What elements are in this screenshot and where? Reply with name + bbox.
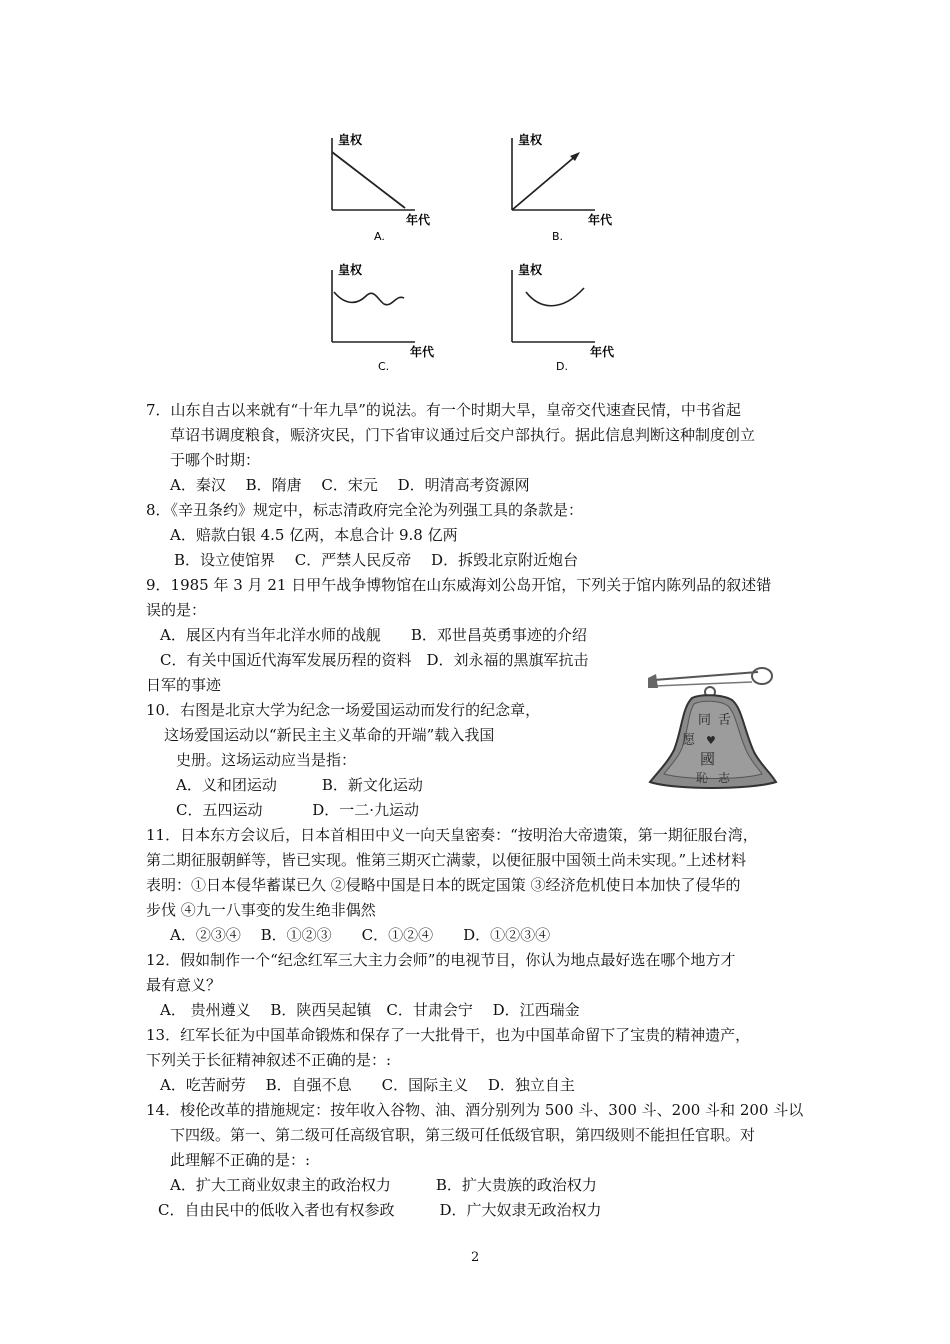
q11-options: A．②③④ B．①②③ C．①②④ D．①②③④ — [170, 926, 551, 944]
graph-a-option: A. — [374, 230, 385, 243]
q7-stem-line3: 于哪个时期： — [170, 451, 261, 469]
q13-options: A．吃苦耐劳 B．自强不息 C．国际主义 D．独立自主 — [160, 1076, 575, 1094]
graph-b-x-label: 年代 — [588, 213, 613, 227]
graph-a-y-label: 皇权 — [338, 133, 363, 147]
graph-a-x-label: 年代 — [406, 213, 431, 227]
q12-stem-line1: 12．假如制作一个“纪念红军三大主力会师”的电视节目，你认为地点最好选在哪个地方才 — [146, 951, 736, 969]
q14-options-ab: A．扩大工商业奴隶主的政治权力 B．扩大贵族的政治权力 — [170, 1176, 597, 1194]
q8-stem: 8．《辛丑条约》规定中，标志清政府完全沦为列强工具的条款是： — [146, 501, 584, 519]
q10-stem-line2: 这场爱国运动以“新民主主义革命的开端”载入我国 — [164, 726, 495, 744]
graph-b-y-label: 皇权 — [518, 133, 543, 147]
badge-char-2: 舌 — [718, 713, 732, 728]
graph-d-x-label: 年代 — [590, 345, 615, 359]
graph-c-option: C. — [378, 360, 390, 373]
q9-option-d-cont: 日军的事迹 — [146, 676, 222, 694]
graph-d — [500, 260, 630, 375]
graph-d-option: D. — [556, 360, 568, 373]
q11-stem-line3: 表明：①日本侵华蓄谋已久 ②侵略中国是日本的既定国策 ③经济危机使日本加快了侵华的 — [146, 876, 741, 894]
q13-stem-line2: 下列关于长征精神叙述不正确的是：: — [146, 1051, 392, 1069]
badge-char-4: 國 — [700, 750, 716, 768]
badge-char-3: 愿 — [682, 733, 696, 748]
q13-stem-line1: 13．红军长征为中国革命锻炼和保存了一大批骨干，也为中国革命留下了宝贵的精神遗产， — [146, 1026, 751, 1044]
q9-stem-line1: 9．1985 年 3 月 21 日甲午战争博物馆在山东威海刘公岛开馆，下列关于馆内陈列品的叙述错 — [146, 576, 772, 594]
q10-options-cd: C．五四运动 D．一二·九运动 — [176, 801, 420, 819]
heart-icon: ♥ — [706, 734, 716, 747]
commemorative-badge — [640, 660, 790, 800]
q9-options-ab: A．展区内有当年北洋水师的战舰 B．邓世昌英勇事迹的介绍 — [160, 626, 587, 644]
q10-stem-line1: 10．右图是北京大学为纪念一场爱国运动而发行的纪念章， — [146, 701, 541, 719]
q10-stem-line3: 史册。这场运动应当是指： — [176, 751, 357, 769]
page-number: 2 — [471, 1250, 480, 1265]
q8-options-bcd: B．设立使馆界 C．严禁人民反帝 D．拆毁北京附近炮台 — [174, 551, 579, 569]
q11-stem-line1: 11．日本东方会议后，日本首相田中义一向天皇密奏：“按明治大帝遗策，第一期征服台湾， — [146, 826, 758, 844]
graph-c — [320, 260, 450, 375]
q14-stem-line1: 14．梭伦改革的措施规定：按年收入谷物、油、酒分别列为 500 斗、300 斗、200 斗和 200 斗以 — [146, 1101, 804, 1119]
graph-b — [500, 128, 630, 243]
graph-c-y-label: 皇权 — [338, 263, 363, 277]
q14-stem-line3: 此理解不正确的是：: — [170, 1151, 311, 1169]
graph-b-option: B. — [552, 230, 564, 243]
q7-options: A．秦汉 B．隋唐 C．宋元 D．明清高考资源网 — [170, 476, 530, 494]
graph-d-y-label: 皇权 — [518, 263, 543, 277]
graph-a — [320, 128, 450, 243]
q14-options-cd: C．自由民中的低收入者也有权参政 D．广大奴隶无政治权力 — [158, 1201, 602, 1219]
q12-options: A． 贵州遵义 B．陕西吴起镇 C．甘肃会宁 D．江西瑞金 — [160, 1001, 580, 1019]
q9-options-cd: C．有关中国近代海军发展历程的资料 D．刘永福的黑旗军抗击 — [160, 651, 589, 669]
q9-stem-line2: 误的是： — [146, 601, 207, 619]
q7-stem-line2: 草诏书调度粮食，赈济灾民，门下省审议通过后交户部执行。据此信息判断这种制度创立 — [170, 426, 756, 444]
q10-options-ab: A．义和团运动 B．新文化运动 — [176, 776, 423, 794]
badge-char-5: 恥 — [696, 771, 709, 785]
badge-char-1: 同 — [698, 713, 712, 728]
q7-stem-line1: 7．山东自古以来就有“十年九旱”的说法。有一个时期大旱，皇帝交代速查民情，中书省起 — [146, 401, 741, 419]
q11-stem-line4: 步伐 ④九一八事变的发生绝非偶然 — [146, 901, 376, 919]
q8-option-a: A．赔款白银 4.5 亿两，本息合计 9.8 亿两 — [170, 526, 458, 544]
badge-char-6: 志 — [718, 771, 731, 785]
q14-stem-line2: 下四级。第一、第二级可任高级官职，第三级可任低级官职，第四级则不能担任官职。对 — [170, 1126, 756, 1144]
graph-c-x-label: 年代 — [410, 345, 435, 359]
q11-stem-line2: 第二期征服朝鲜等，皆已实现。惟第三期灭亡满蒙，以便征服中国领土尚未实现。”上述材料 — [146, 851, 747, 869]
q12-stem-line2: 最有意义？ — [146, 976, 222, 994]
